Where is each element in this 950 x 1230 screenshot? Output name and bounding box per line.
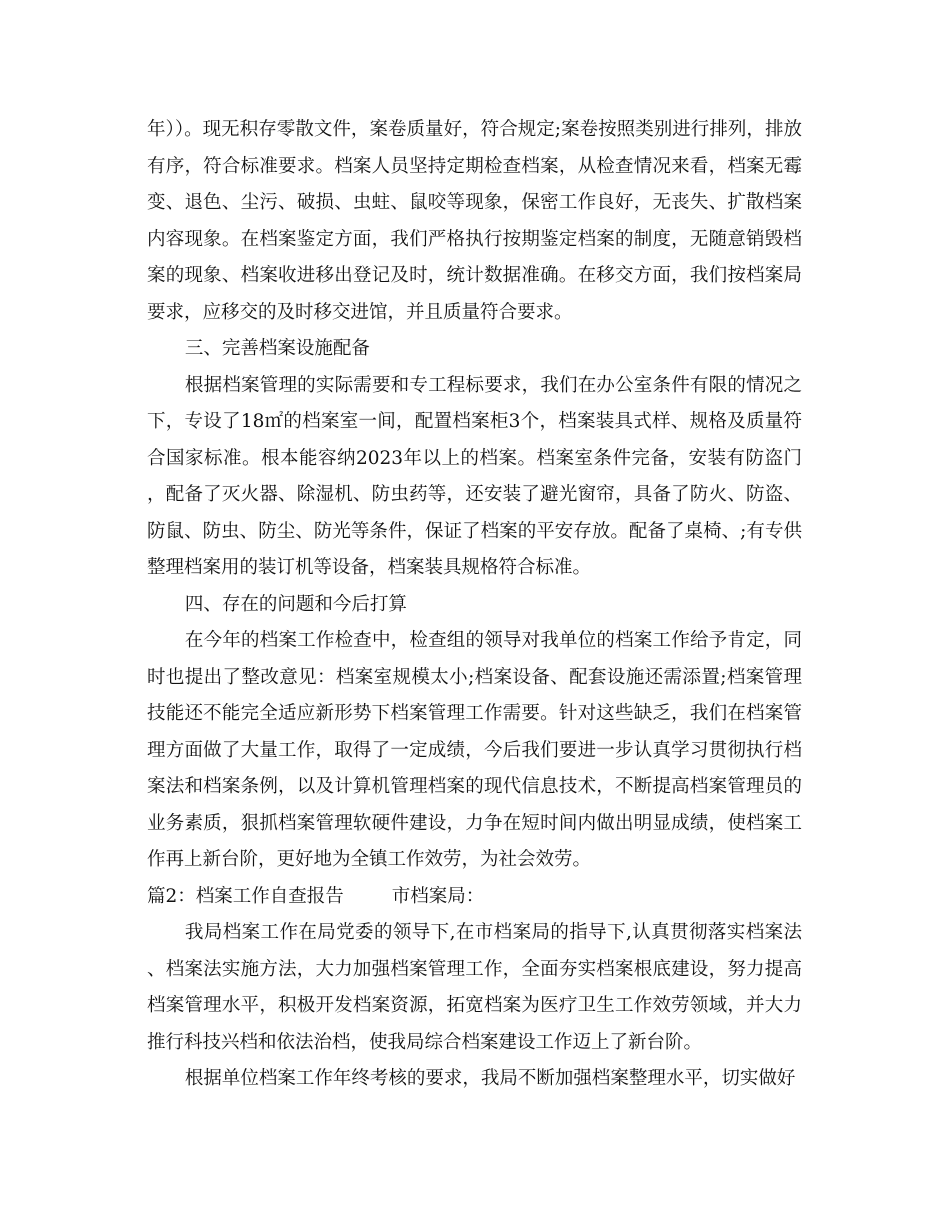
paragraph-article2-assessment: 根据单位档案工作年终考核的要求，我局不断加强档案整理水平，切实做好 xyxy=(184,1068,796,1089)
paragraph-article2-intro: 我局档案工作在局党委的领导下,在市档案局的指导下,认真贯彻落实档案法、档案法实施方法，大力加强档案管理工作，全面夯实档案根底建设，努力提高档案管理水平，积极开发档案资源，拓宽档案为医疗卫生工作效劳领域，并大力推行科技兴档和依法治档，使我局综合档案建设工作迈上了新台阶。 xyxy=(147,922,802,1053)
section-heading-problems-plans: 四、存在的问题和今后打算 xyxy=(184,593,407,615)
section-heading-facilities: 三、完善档案设施配备 xyxy=(184,338,370,359)
article-title: 篇2：档案工作自查报告 xyxy=(147,885,344,907)
document-body xyxy=(147,112,802,1098)
article-recipient: 市档案局： xyxy=(391,885,485,907)
article-title-line xyxy=(147,879,802,916)
paragraph-problems-plans: 在今年的档案工作检查中，检查组的领导对我单位的档案工作给予肯定，同时也提出了整改意见：档案室规模太小;档案设备、配套设施还需添置;档案管理技能还不能完全适应新形势下档案管理工作需要。针对这些缺乏，我们在档案管理方面做了大量工作，取得了一定成绩，今后我们要进一步认真学习贯彻执行档案法和档案条例，以及计算机管理档案的现代信息技术，不断提高档案管理员的业务素质，狠抓档案管理软硬件建设，力争在短时间内做出明显成绩，使档案工作再上新台阶，更好地为全镇工作效劳，为社会效劳。 xyxy=(147,630,802,870)
paragraph-archive-status: 年））。现无积存零散文件，案卷质量好，符合规定;案卷按照类别进行排列，排放有序，符合标准要求。档案人员坚持定期检查档案，从检查情况来看，档案无霉变、退色、尘污、破损、虫蛀、鼠咬等现象，保密工作良好，无丧失、扩散档案内容现象。在档案鉴定方面，我们严格执行按期鉴定档案的制度，无随意销毁档案的现象、档案收进移出登记及时，统计数据准确。在移交方面，我们按档案局要求，应移交的及时移交进馆，并且质量符合要求。 xyxy=(147,119,802,323)
paragraph-facilities: 根据档案管理的实际需要和专工程标要求，我们在办公室条件有限的情况之下，专设了18㎡的档案室一间，配置档案柜3个，档案装具式样、规格及质量符合国家标准。根本能容纳2023年以上的档案。档案室条件完备，安装有防盗门，配备了灭火器、除湿机、防虫药等，还安装了避光窗帘，具备了防火、防盗、防鼠、防虫、防尘、防光等条件，保证了档案的平安存放。配备了桌椅、;有专供整理档案用的装订机等设备，档案装具规格符合标准。 xyxy=(147,374,802,578)
